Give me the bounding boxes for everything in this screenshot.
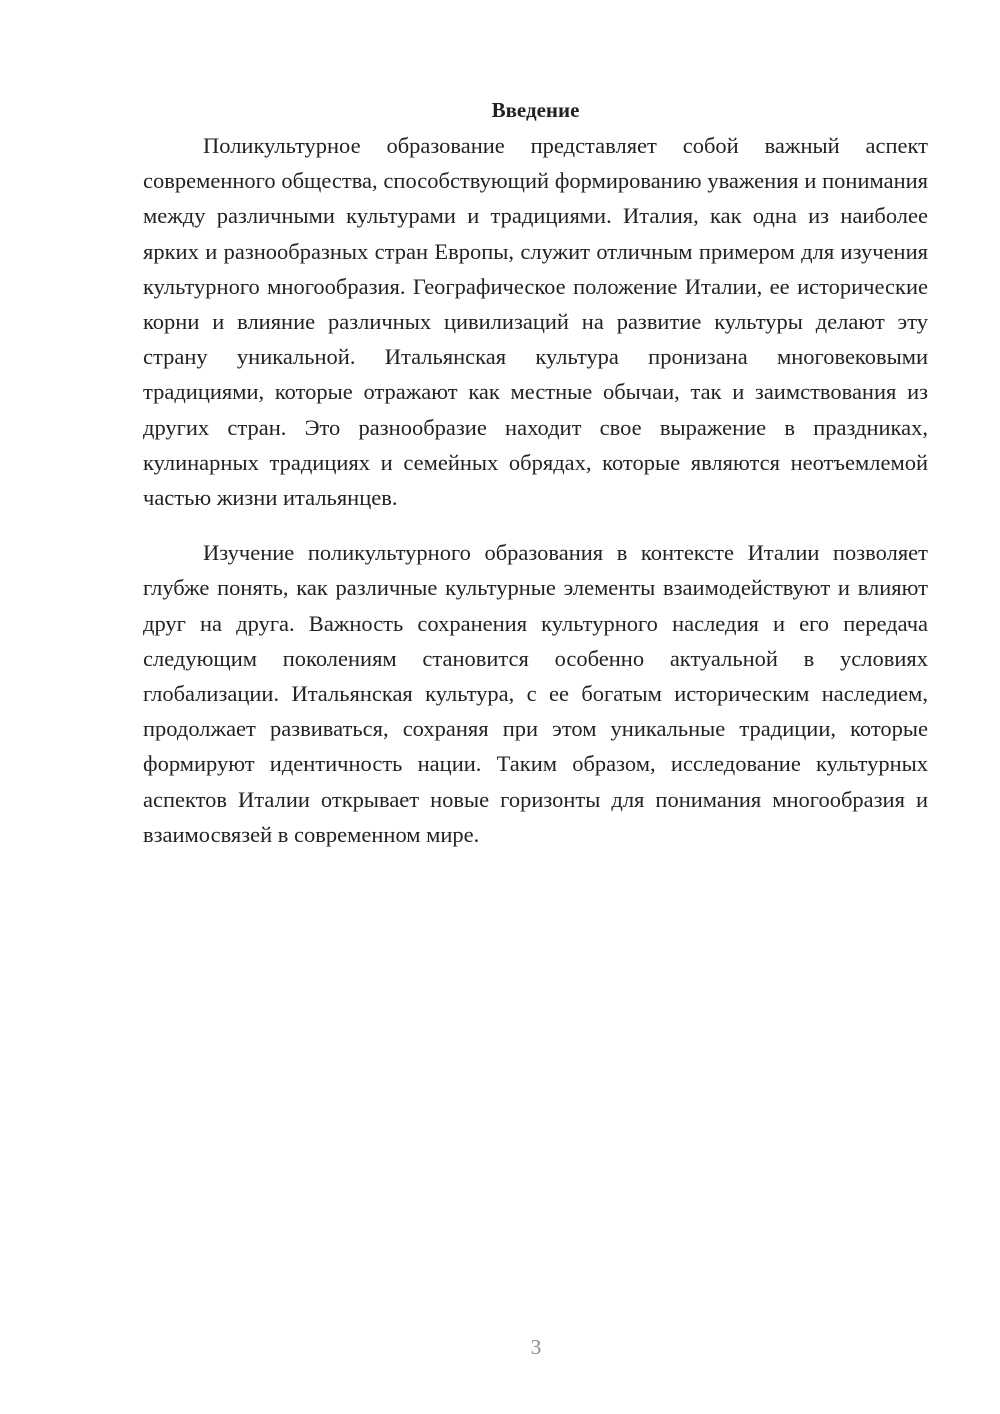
page-content xyxy=(143,92,928,852)
section-title: Введение xyxy=(491,98,580,122)
paragraph-2: Изучение поликультурного образования в контексте Италии позволяет глубже понять, как различные культурные элементы взаимодействуют и влияют друг на друга. Важность сохранения культурного наследия и его передача следующим поколениям становится особенно актуальной в условиях глобализации. Итальянская культура, с ее богатым историческим наследием, продолжает развиваться, сохраняя при этом уникальные традиции, которые формируют идентичность нации. Таким образом, исследование культурных аспектов Италии открывает новые горизонты для понимания многообразия и взаимосвязей в современном мире. xyxy=(143,540,928,847)
page-number: 3 xyxy=(530,1335,542,1359)
paragraph-1: Поликультурное образование представляет собой важный аспект современного общества, способствующий формированию уважения и понимания между различными культурами и традициями. Италия, как одна из наиболее ярких и разнообразных стран Европы, служит отличным примером для изучения культурного многообразия. Географическое положение Италии, ее исторические корни и влияние различных цивилизаций на развитие культуры делают эту страну уникальной. Итальянская культура пронизана многовековыми традициями, которые отражают как местные обычаи, так и заимствования из других стран. Это разнообразие находит свое выражение в праздниках, кулинарных традициях и семейных обрядах, которые являются неотъемлемой частью жизни итальянцев. xyxy=(143,133,928,511)
